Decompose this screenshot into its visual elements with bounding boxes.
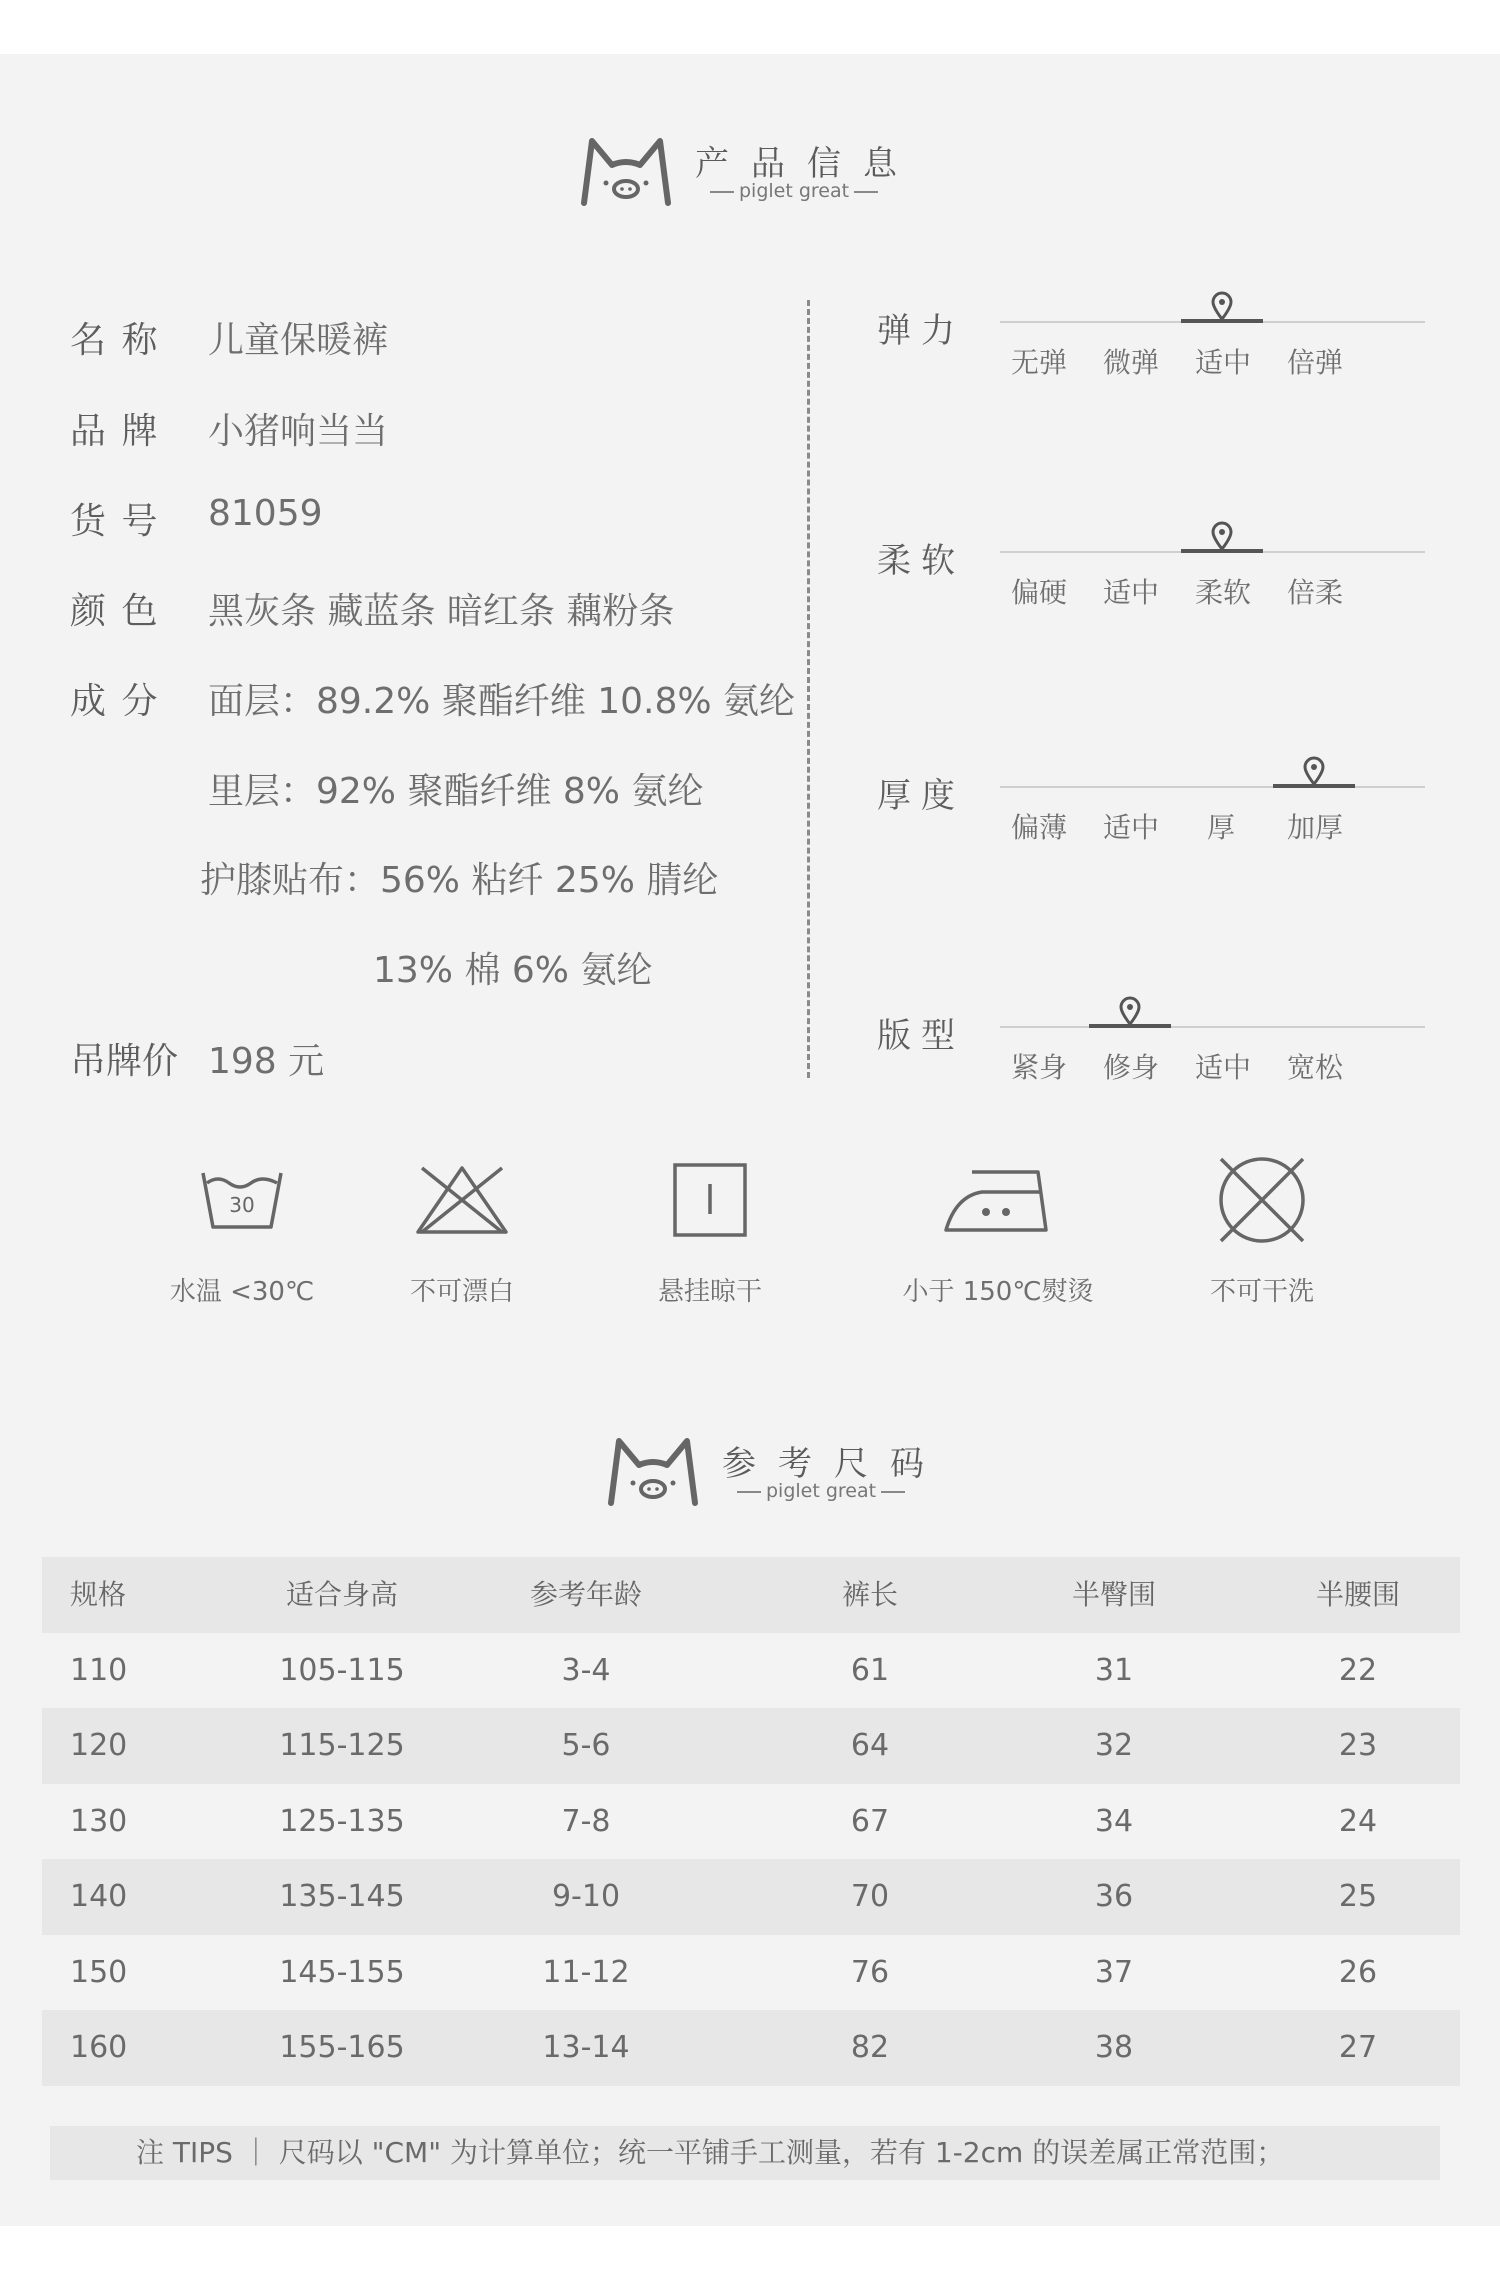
size-reference-header bbox=[0, 1428, 1500, 1538]
scale-option: 倍弹 bbox=[1287, 346, 1344, 379]
info-value: 小猪响当当 bbox=[208, 411, 389, 452]
cat-pig-logo-icon bbox=[578, 131, 674, 211]
table-cell: 31 bbox=[1094, 1652, 1134, 1688]
location-pin-icon bbox=[1118, 996, 1142, 1026]
table-cell: 25 bbox=[1338, 1879, 1378, 1914]
column-header: 半臀围 bbox=[1071, 1578, 1156, 1611]
location-pin-icon bbox=[1210, 521, 1234, 551]
table-cell: 82 bbox=[850, 2030, 890, 2065]
scale-option: 倍柔 bbox=[1287, 576, 1344, 609]
info-label: 颜 色 bbox=[70, 591, 160, 632]
scale-option: 厚 bbox=[1207, 811, 1236, 844]
table-cell: 70 bbox=[850, 1879, 890, 1914]
table-cell: 5-6 bbox=[561, 1728, 611, 1763]
table-cell: 145-155 bbox=[279, 1954, 405, 1990]
table-cell: 27 bbox=[1338, 2030, 1378, 2065]
info-value: 儿童保暖裤 bbox=[208, 320, 389, 361]
composition-line: 面层：89.2% 聚酯纤维 10.8% 氨纶 bbox=[208, 681, 796, 722]
table-cell: 26 bbox=[1338, 1954, 1378, 1990]
scale-track bbox=[1000, 1026, 1425, 1028]
table-cell: 11-12 bbox=[542, 1954, 630, 1990]
size-reference-title: 参考尺码 bbox=[722, 1444, 946, 1484]
scale-fit bbox=[877, 1008, 1427, 1128]
table-cell: 130 bbox=[70, 1803, 128, 1839]
care-label: 不可干洗 bbox=[1209, 1277, 1314, 1307]
table-cell: 105-115 bbox=[279, 1652, 405, 1688]
table-row bbox=[42, 1784, 1460, 1860]
scale-option: 紧身 bbox=[1011, 1051, 1068, 1084]
hang-dry-icon bbox=[640, 1155, 780, 1245]
scale-option: 适中 bbox=[1103, 576, 1160, 609]
scale-thickness bbox=[877, 768, 1427, 888]
product-info-header bbox=[0, 128, 1500, 238]
size-table bbox=[42, 1557, 1460, 2086]
table-cell: 115-125 bbox=[279, 1728, 405, 1763]
composition-line: 13% 棉 6% 氨纶 bbox=[373, 950, 653, 991]
table-cell: 140 bbox=[70, 1879, 128, 1914]
table-cell: 135-145 bbox=[279, 1879, 405, 1914]
table-row bbox=[42, 1633, 1460, 1709]
size-reference-subtitle: piglet great bbox=[732, 1480, 910, 1502]
care-no-dry-clean bbox=[1192, 1155, 1332, 1308]
column-header: 裤长 bbox=[841, 1578, 898, 1611]
scale-softness bbox=[877, 533, 1427, 653]
column-header: 规格 bbox=[70, 1578, 127, 1611]
no-dry-clean-icon bbox=[1192, 1155, 1332, 1245]
scale-option: 无弹 bbox=[1011, 346, 1068, 379]
info-value: 黑灰条 藏蓝条 暗红条 藕粉条 bbox=[208, 591, 675, 632]
table-cell: 22 bbox=[1338, 1652, 1378, 1688]
location-pin-icon bbox=[1302, 756, 1326, 786]
no-bleach-icon bbox=[392, 1155, 532, 1245]
table-cell: 110 bbox=[70, 1652, 128, 1688]
info-value: 81059 bbox=[208, 493, 323, 534]
column-header: 适合身高 bbox=[285, 1578, 398, 1611]
table-cell: 67 bbox=[850, 1803, 890, 1839]
scale-label: 柔软 bbox=[877, 541, 965, 581]
scale-option: 适中 bbox=[1103, 811, 1160, 844]
scale-option: 微弹 bbox=[1103, 346, 1160, 379]
table-cell: 23 bbox=[1338, 1728, 1378, 1763]
table-cell: 150 bbox=[70, 1954, 128, 1990]
info-label: 成 分 bbox=[70, 681, 160, 722]
table-cell: 125-135 bbox=[279, 1803, 405, 1839]
scale-option: 适中 bbox=[1195, 346, 1252, 379]
table-cell: 24 bbox=[1338, 1803, 1378, 1839]
care-wash-30 bbox=[168, 1155, 316, 1308]
table-cell: 37 bbox=[1094, 1954, 1134, 1990]
table-cell: 13-14 bbox=[542, 2030, 630, 2065]
table-row bbox=[42, 1859, 1460, 1935]
scale-option: 加厚 bbox=[1287, 811, 1344, 844]
table-cell: 32 bbox=[1094, 1728, 1134, 1763]
care-iron bbox=[900, 1155, 1096, 1308]
product-info-title: 产品信息 bbox=[695, 144, 919, 184]
care-label: 水温 <30℃ bbox=[169, 1277, 315, 1307]
care-label: 悬挂晾干 bbox=[657, 1277, 762, 1307]
product-info-subtitle: piglet great bbox=[705, 180, 883, 202]
table-row bbox=[42, 1935, 1460, 2011]
scale-label: 版型 bbox=[877, 1016, 965, 1056]
wash-30-icon bbox=[168, 1155, 316, 1245]
section-divider bbox=[807, 300, 810, 1078]
scale-label: 弹力 bbox=[877, 311, 965, 351]
table-cell: 3-4 bbox=[561, 1652, 611, 1688]
scale-option: 柔软 bbox=[1195, 576, 1252, 609]
table-cell: 76 bbox=[850, 1954, 890, 1990]
column-header: 半腰围 bbox=[1315, 1578, 1400, 1611]
scale-option: 偏硬 bbox=[1011, 576, 1068, 609]
scale-label: 厚度 bbox=[877, 776, 965, 816]
info-label: 货 号 bbox=[70, 501, 160, 542]
table-cell: 7-8 bbox=[561, 1803, 611, 1839]
table-cell: 9-10 bbox=[551, 1879, 621, 1914]
svg-text:30: 30 bbox=[229, 1193, 255, 1217]
measurement-tips: 注 TIPS ｜ 尺码以 "CM" 为计算单位；统一平铺手工测量，若有 1-2cm 的误差属正常范围； bbox=[50, 2126, 1440, 2180]
care-label: 小于 150℃熨烫 bbox=[902, 1277, 1094, 1307]
table-cell: 38 bbox=[1094, 2030, 1134, 2065]
care-hang-dry bbox=[640, 1155, 780, 1308]
scale-option: 适中 bbox=[1195, 1051, 1252, 1084]
scale-option: 修身 bbox=[1103, 1051, 1160, 1084]
table-cell: 34 bbox=[1094, 1803, 1134, 1839]
table-row bbox=[42, 2010, 1460, 2086]
table-cell: 64 bbox=[850, 1728, 890, 1763]
table-row bbox=[42, 1708, 1460, 1784]
info-label: 品 牌 bbox=[70, 411, 160, 452]
scale-option: 宽松 bbox=[1287, 1051, 1344, 1084]
scale-elasticity bbox=[877, 303, 1427, 423]
cat-pig-logo-icon bbox=[605, 1431, 701, 1511]
table-header-row bbox=[42, 1557, 1460, 1633]
table-cell: 160 bbox=[70, 2030, 128, 2065]
column-header: 参考年龄 bbox=[529, 1578, 642, 1611]
info-label: 名 称 bbox=[70, 320, 160, 361]
care-label: 不可漂白 bbox=[409, 1277, 514, 1307]
iron-icon bbox=[900, 1155, 1096, 1245]
table-cell: 36 bbox=[1094, 1879, 1134, 1914]
scale-track bbox=[1000, 786, 1425, 788]
composition-line: 里层：92% 聚酯纤维 8% 氨纶 bbox=[208, 771, 704, 812]
location-pin-icon bbox=[1210, 291, 1234, 321]
table-cell: 155-165 bbox=[279, 2030, 405, 2065]
info-label: 吊牌价 bbox=[70, 1041, 179, 1082]
composition-line: 护膝贴布：56% 粘纤 25% 腈纶 bbox=[200, 860, 719, 901]
scale-option: 偏薄 bbox=[1011, 811, 1068, 844]
info-value: 198 元 bbox=[208, 1041, 325, 1082]
table-cell: 61 bbox=[850, 1652, 890, 1688]
table-cell: 120 bbox=[70, 1728, 128, 1763]
care-no-bleach bbox=[392, 1155, 532, 1308]
